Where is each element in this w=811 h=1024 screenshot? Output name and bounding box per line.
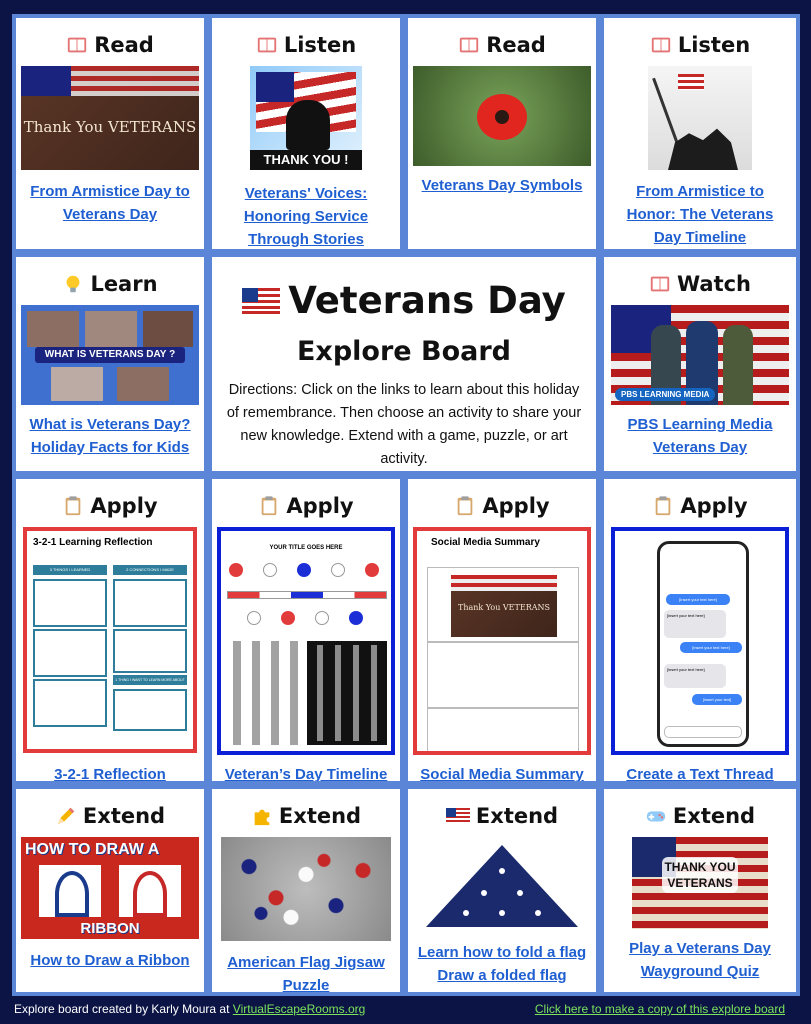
card-header: Extend — [82, 804, 166, 828]
image-caption: HOW — [25, 841, 65, 858]
card-apply-text-thread — [604, 479, 796, 781]
link-wayground-quiz[interactable]: Play a Veterans Day Wayground Quiz — [629, 940, 771, 980]
jigsaw-puzzle-image[interactable] — [221, 837, 391, 941]
card-extend-fold-flag — [408, 789, 596, 992]
pencil-icon — [55, 805, 77, 827]
image-caption: THANK YOU ! — [250, 150, 362, 170]
folded-flag-triangle — [422, 841, 582, 931]
link-veterans-day-symbols[interactable]: Veterans Day Symbols — [421, 177, 583, 194]
link-create-text-thread[interactable]: Create a Text Thread — [626, 766, 774, 781]
card-header: Extend — [672, 804, 756, 828]
us-flag-icon — [242, 288, 280, 314]
card-header: Extend — [475, 804, 559, 828]
card-header: Read — [486, 33, 546, 57]
image-caption: A — [147, 841, 160, 858]
timeline-template-image[interactable] — [217, 527, 395, 755]
link-armistice-to-honor-timeline[interactable]: From Armistice to Honor: The Veterans Day Timeline — [626, 183, 774, 246]
phone-text-thread-image[interactable] — [611, 527, 789, 755]
image-caption: THANK YOU VETERANS — [662, 857, 738, 893]
worksheet-label: 1 THING I WANT TO LEARN MORE ABOUT — [113, 675, 187, 685]
card-extend-quiz — [604, 789, 796, 992]
virtual-escape-rooms-link[interactable]: VirtualEscapeRooms.org — [232, 1002, 366, 1016]
link-american-flag-jigsaw[interactable]: American Flag Jigsaw Puzzle — [227, 954, 385, 992]
image-caption: RIBBON — [80, 920, 140, 937]
link-armistice-to-veterans-day[interactable]: From Armistice Day to Veterans Day — [30, 183, 190, 223]
text-bubble: [insert your text] — [692, 694, 742, 705]
directions-text: Directions: Click on the links to learn about this holiday of remembrance. Then choose an activity to share your new knowledge. Extend with a game, puzzle, or art activity. — [226, 382, 582, 467]
card-header: Listen — [283, 33, 357, 57]
link-how-to-draw-ribbon[interactable]: How to Draw a Ribbon — [30, 952, 190, 969]
pbs-veterans-image[interactable] — [611, 305, 789, 405]
center-title-panel — [212, 257, 596, 471]
text-bubble: [insert your text here] — [664, 664, 726, 688]
book-icon — [649, 273, 671, 295]
card-header: Listen — [677, 33, 751, 57]
what-is-veterans-day-image[interactable] — [21, 305, 199, 405]
draw-ribbon-image[interactable] — [21, 837, 199, 939]
clipboard-icon — [258, 495, 280, 517]
link-draw-folded-flag[interactable]: Draw a folded flag — [437, 967, 567, 984]
page-subtitle: Explore Board — [296, 336, 511, 367]
image-caption: TO — [68, 841, 91, 858]
clipboard-icon — [62, 495, 84, 517]
card-apply-social-media — [408, 479, 596, 781]
link-social-media-summary[interactable]: Social Media Summary — [420, 766, 584, 781]
card-header: Extend — [278, 804, 362, 828]
game-controller-icon — [645, 805, 667, 827]
card-apply-timeline — [212, 479, 400, 781]
text-bubble: [insert your text here] — [680, 642, 742, 653]
reflection-worksheet-image[interactable] — [23, 527, 197, 753]
image-caption: PBS LEARNING MEDIA — [615, 388, 715, 401]
template-title: YOUR TITLE GOES HERE — [269, 545, 343, 551]
worksheet-title: 3-2-1 Learning Reflection — [33, 537, 153, 548]
make-copy-link[interactable]: Click here to make a copy of this explore board — [534, 1002, 785, 1016]
card-read-armistice — [16, 18, 204, 249]
card-header: Apply — [680, 494, 748, 518]
book-icon — [256, 34, 278, 56]
link-pbs-learning-media[interactable]: PBS Learning Media Veterans Day — [627, 416, 773, 456]
link-fold-a-flag[interactable]: Learn how to fold a flag — [417, 944, 587, 961]
card-learn-what-is — [16, 257, 204, 471]
page-title: Veterans Day — [288, 279, 566, 322]
us-flag-icon — [446, 808, 470, 824]
image-caption: DRAW — [94, 841, 144, 858]
clipboard-icon — [454, 495, 476, 517]
worksheet-label: 3 THINGS I LEARNED — [33, 565, 107, 575]
card-watch-pbs — [604, 257, 796, 471]
card-read-symbols — [408, 18, 596, 249]
card-header: Apply — [482, 494, 550, 518]
image-caption: Thank You VETERANS — [23, 118, 197, 136]
card-listen-timeline — [604, 18, 796, 249]
book-icon — [650, 34, 672, 56]
card-apply-reflection — [16, 479, 204, 781]
puzzle-piece-icon — [251, 805, 273, 827]
poppy-image[interactable] — [413, 66, 591, 166]
lightbulb-icon — [62, 273, 84, 295]
social-media-template-image[interactable] — [413, 527, 591, 755]
explore-board — [12, 14, 800, 996]
card-header: Learn — [90, 272, 158, 296]
footer-credit — [14, 1002, 365, 1016]
folded-flag-image[interactable] — [422, 841, 582, 931]
thank-you-veterans-image[interactable] — [21, 66, 199, 170]
card-header: Watch — [676, 272, 752, 296]
footer-copy — [535, 1002, 785, 1016]
text-bubble: [Insert your text here] — [666, 594, 730, 605]
saluting-soldier-image[interactable] — [250, 66, 362, 170]
link-veterans-day-timeline[interactable]: Veteran’s Day Timeline — [224, 766, 388, 781]
book-icon — [458, 34, 480, 56]
text-bubble: [insert your text here] — [664, 610, 726, 638]
iwo-jima-image[interactable] — [648, 66, 752, 170]
card-listen-veterans-voices — [212, 18, 400, 249]
card-header: Apply — [90, 494, 158, 518]
image-caption: WHAT IS VETERANS DAY ? — [35, 347, 185, 363]
link-what-is-veterans-day[interactable]: What is Veterans Day? Holiday Facts for Kids — [29, 416, 191, 456]
card-extend-jigsaw — [212, 789, 400, 992]
clipboard-icon — [652, 495, 674, 517]
credit-text: Explore board created by Karly Moura at — [14, 1002, 233, 1016]
card-extend-ribbon — [16, 789, 204, 992]
worksheet-label: 2 CONNECTIONS I MADE — [113, 565, 187, 575]
card-header: Apply — [286, 494, 354, 518]
template-title: Social Media Summary — [431, 537, 540, 548]
image-caption: Thank You VETERANS — [458, 603, 550, 612]
card-header: Read — [94, 33, 154, 57]
veterans-quiz-image[interactable] — [632, 837, 768, 929]
link-veterans-voices[interactable]: Veterans' Voices: Honoring Service Through Stories — [243, 185, 369, 248]
link-3-2-1-reflection[interactable]: 3-2-1 Reflection — [54, 766, 166, 781]
book-icon — [66, 34, 88, 56]
